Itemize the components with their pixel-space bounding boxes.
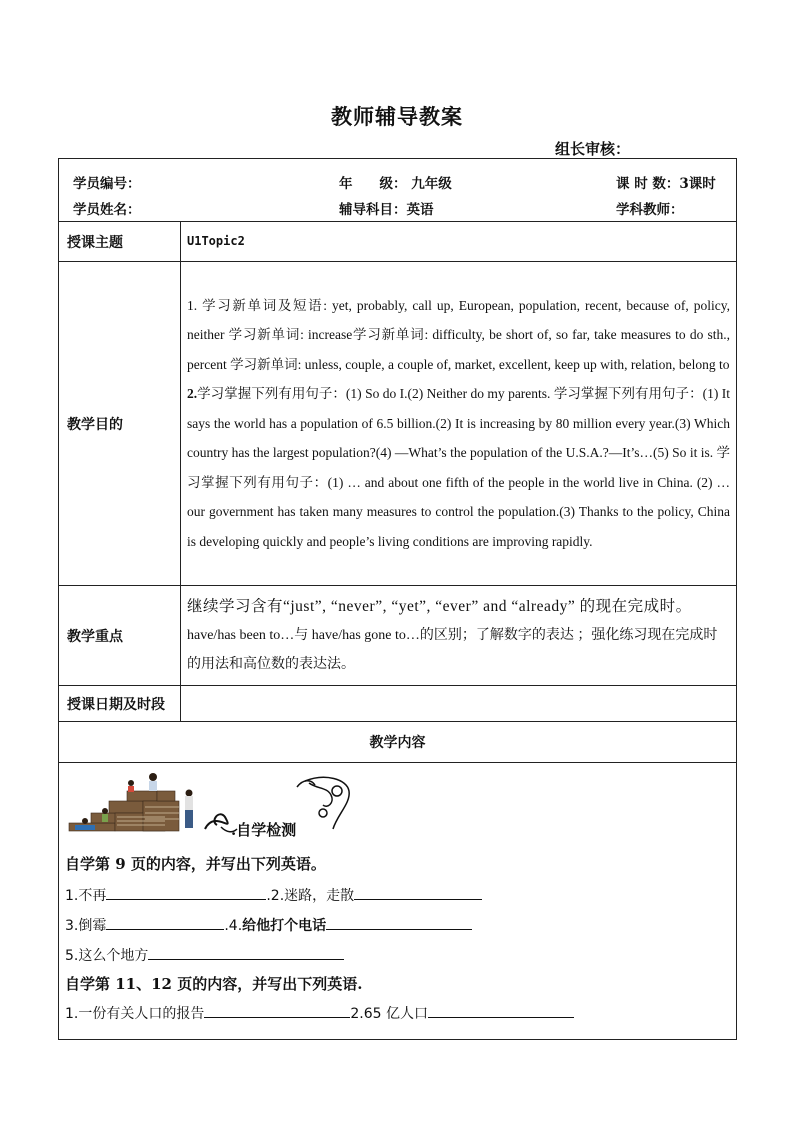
q7-blank[interactable] <box>428 1003 574 1018</box>
q5-blank[interactable] <box>148 945 344 960</box>
document-title: 教师辅导教案 <box>331 104 463 129</box>
q7-label: 2.65 亿人口 <box>350 1006 428 1022</box>
q1-label: 1.不再 <box>65 888 107 904</box>
focus-content <box>181 586 737 686</box>
study-banner-illustration <box>65 769 355 839</box>
self-check-title: .自学检测 <box>231 821 297 839</box>
question-row-3 <box>65 945 344 965</box>
q1-blank[interactable] <box>106 885 266 900</box>
topic-value: U1Topic2 <box>181 222 737 262</box>
instruction-1: 自学第 9 页的内容，并写出下列英语。 <box>65 855 326 873</box>
q5-label: 5.这么个地方 <box>65 948 149 964</box>
question-row-4 <box>65 1003 574 1023</box>
question-row-2 <box>65 915 472 935</box>
review-label: 组长审核： <box>555 140 631 158</box>
q4-blank[interactable] <box>326 915 472 930</box>
self-study-section <box>59 763 737 1040</box>
focus-line-1: 继续学习含有“just”, “never”, “yet”, “ever” and “already” 的现在完成时。 <box>187 598 692 615</box>
date-label: 授课日期及时段 <box>59 686 181 722</box>
goals-content <box>181 262 737 586</box>
teacher-label: 学科教师： <box>616 202 684 218</box>
lesson-plan-table <box>58 158 737 1040</box>
q6-blank[interactable] <box>204 1003 350 1018</box>
q4-label: .4. <box>224 918 243 934</box>
q3-blank[interactable] <box>106 915 224 930</box>
instruction-2: 自学第 11、12 页的内容，并写出下列英语. <box>65 975 363 993</box>
q2-label: .2.迷路，走散 <box>266 888 355 904</box>
q6-label: 1.一份有关人口的报告 <box>65 1006 205 1022</box>
goals-paragraph-2 <box>187 379 730 556</box>
student-info-cell <box>59 159 737 222</box>
content-header: 教学内容 <box>59 722 737 763</box>
subject-label: 辅导科目：英语 <box>339 202 434 218</box>
student-name-label: 学员姓名： <box>73 202 141 218</box>
topic-label: 授课主题 <box>59 222 181 262</box>
goals-paragraph-1: 1. 学习新单词及短语: yet, probably, call up, European, population, recent, because of, policy, neither 学习新单词: increase学习新单词: difficulty, be short of, so far, take measures to do sth., percent 学习新单词: unless, couple, a couple of, market, excellent, keep up with, relation, belong to <box>187 297 730 372</box>
goals-sentences: 学习掌握下列有用句子：(1) So do I.(2) Neither do my parents. 学习掌握下列有用句子：(1) It says the world has a population of 6.5 billion.(2) It is increasing by 80 million every year.(3) Which country has the largest population?(4) —What’s the population of the U.S.A.?—It’s…(5) So it is. 学习掌握下列有用句子：(1) … and about one fifth of the people in the world live in China. (2) … our government has taken many measures to control the population.(3) Thanks to the policy, China is developing quickly and people’s living conditions are improving rapidly. <box>187 386 730 549</box>
student-no-label: 学员编号： <box>73 176 141 192</box>
focus-line-2: have/has been to…与 have/has gone to…的区别；了解数字的表达 ；强化练习现在完成时的用法和高位数的表达法。 <box>187 628 718 672</box>
q4-text: 给他打个电话 <box>242 918 327 934</box>
hours-label: 课 时 数：3课时 <box>616 176 716 192</box>
goals-label: 教学目的 <box>59 262 181 586</box>
focus-label: 教学重点 <box>59 586 181 686</box>
grade-label: 年 级： 九年级 <box>339 176 452 192</box>
goals-number: 2. <box>187 386 198 402</box>
question-row-1 <box>65 885 482 905</box>
q2-blank[interactable] <box>354 885 482 900</box>
q3-label: 3.倒霉 <box>65 918 107 934</box>
date-value <box>181 686 737 722</box>
